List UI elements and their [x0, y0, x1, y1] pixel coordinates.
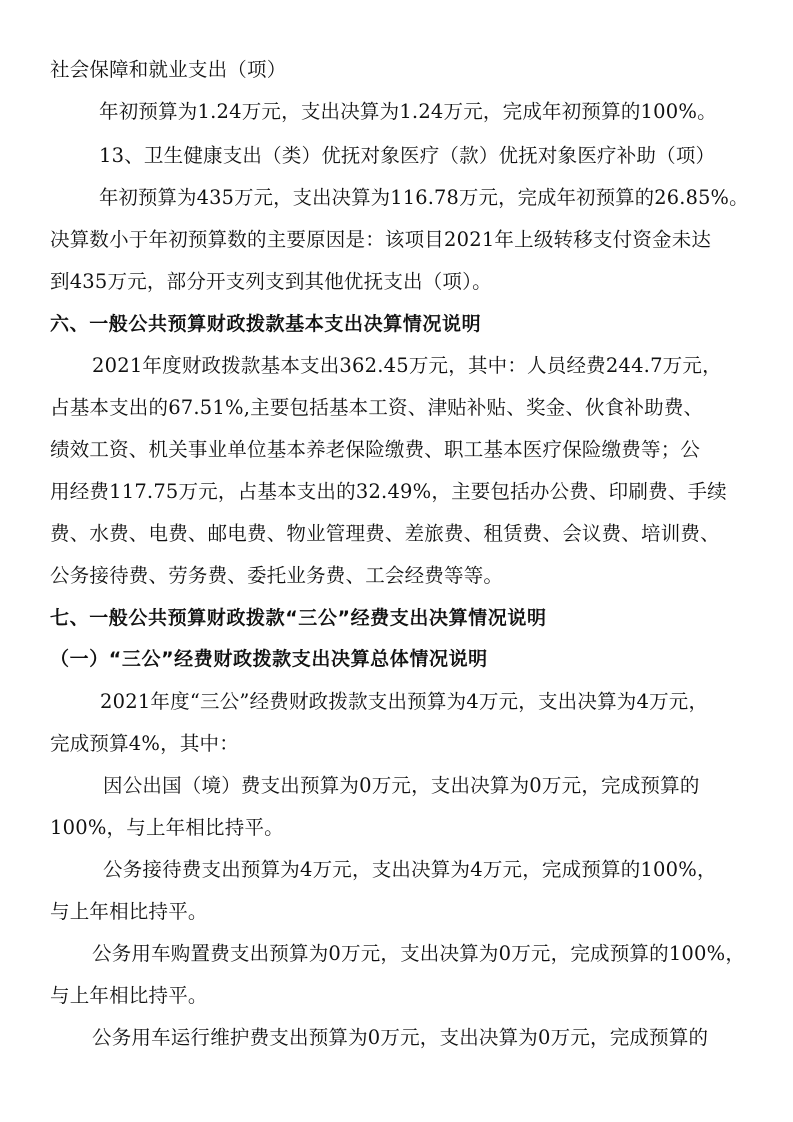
text-line: 13、卫生健康支出（类）优抚对象医疗（款）优抚对象医疗补助（项）	[99, 144, 716, 167]
text-line: 年初预算为435万元，支出决算为116.78万元，完成年初预算的26.85%。	[99, 186, 749, 209]
text-line: 2021年度“三公”经费财政拨款支出预算为4万元，支出决算为4万元，	[100, 690, 709, 713]
subsection-heading: （一）“三公”经费财政拨款支出决算总体情况说明	[50, 648, 488, 670]
text-line: 100%，与上年相比持平。	[50, 816, 284, 839]
text-line: 公务接待费、劳务费、委托业务费、工会经费等等。	[50, 564, 504, 587]
text-line: 公务用车购置费支出预算为0万元，支出决算为0万元，完成预算的100%，	[92, 942, 746, 965]
text-line: 决算数小于年初预算数的主要原因是：该项目2021年上级转移支付资金未达	[50, 228, 712, 251]
text-line: 公务接待费支出预算为4万元，支出决算为4万元，完成预算的100%，	[103, 858, 717, 881]
text-line: 与上年相比持平。	[50, 900, 208, 923]
text-line: 社会保障和就业支出（项）	[50, 58, 287, 81]
text-line: 绩效工资、机关事业单位基本养老保险缴费、职工基本医疗保险缴费等；公	[50, 438, 701, 461]
text-line: 费、水费、电费、邮电费、物业管理费、差旅费、租赁费、会议费、培训费、	[50, 522, 720, 545]
text-line: 公务用车运行维护费支出预算为0万元，支出决算为0万元，完成预算的	[92, 1026, 709, 1049]
text-line: 用经费117.75万元，占基本支出的32.49%，主要包括办公费、印刷费、手续	[50, 480, 727, 503]
section-heading: 七、一般公共预算财政拨款“三公”经费支出决算情况说明	[50, 607, 547, 629]
text-line: 2021年度财政拨款基本支出362.45万元，其中：人员经费244.7万元，	[92, 354, 722, 377]
text-line: 到435万元，部分开支列支到其他优抚支出（项）。	[50, 270, 492, 293]
text-line: 因公出国（境）费支出预算为0万元，支出决算为0万元，完成预算的	[103, 774, 700, 797]
section-heading: 六、一般公共预算财政拨款基本支出决算情况说明	[50, 313, 482, 335]
text-line: 年初预算为1.24万元，支出决算为1.24万元，完成年初预算的100%。	[99, 100, 717, 123]
text-line: 占基本支出的67.51%,主要包括基本工资、津贴补贴、奖金、伙食补助费、	[50, 396, 704, 419]
text-line: 完成预算4%，其中：	[50, 732, 239, 755]
text-line: 与上年相比持平。	[50, 984, 208, 1007]
